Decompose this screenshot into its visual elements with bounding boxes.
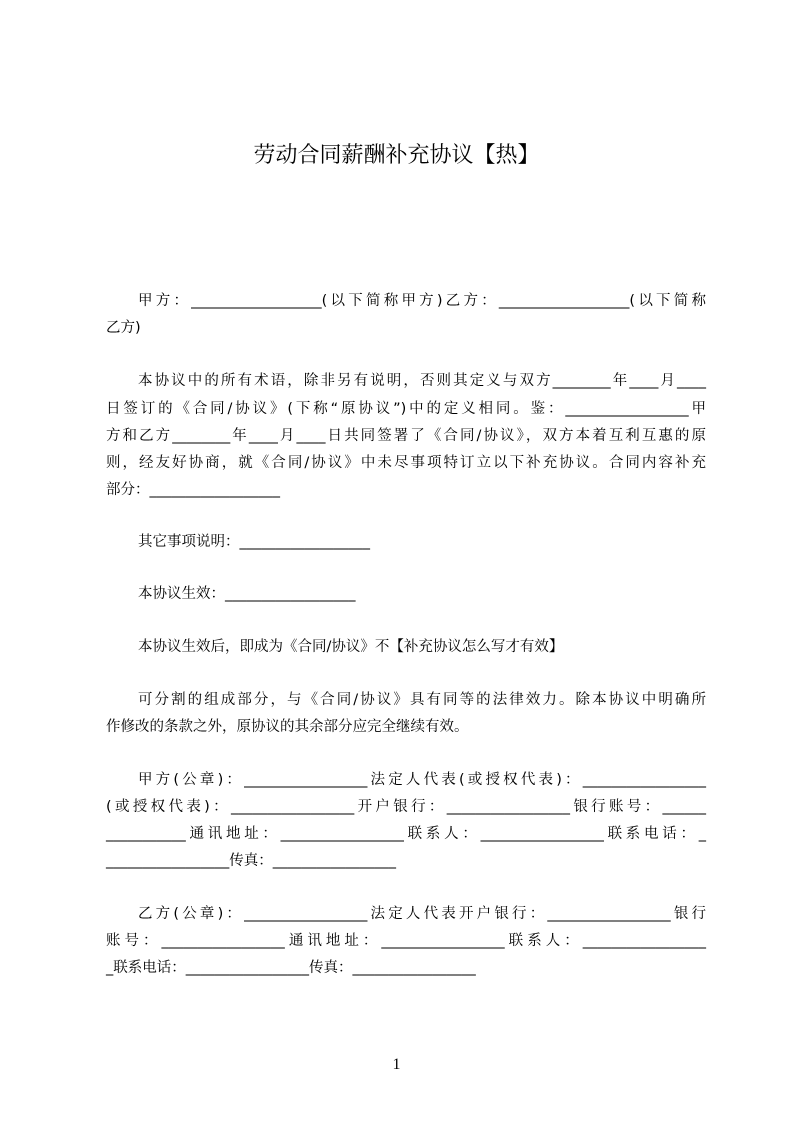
party-a-line-3: ___________通讯地址：_________________联系人：_________________联系电话：_ — [106, 826, 706, 842]
party-a-line-2: (或授权代表)：_________________开户银行：_________________银行账号：______ — [106, 799, 706, 815]
party-b-line-3: _联系电话：_________________传真：_________________ — [106, 960, 476, 976]
page-number: 1 — [392, 1056, 401, 1073]
page-title: 劳动合同薪酬补充协议【热】 — [253, 143, 540, 168]
terms-line-3: 方和乙方________年____月____日共同签署了《合同/协议》，双方本着互利互惠的原 — [106, 428, 706, 444]
legal-effect-line-2: 作修改的条款之外，原协议的其余部分应完全继续有效。 — [106, 719, 469, 735]
effective-line: 本协议生效：__________________ — [138, 586, 356, 602]
party-b-line-2: 账号：_________________通讯地址：_________________联系人：_________________ — [106, 933, 706, 949]
party-a-line-1: 甲方(公章)：_________________法定人代表(或授权代表)：_________________ — [138, 772, 706, 788]
legal-effect-line-1: 可分割的组成部分，与《合同/协议》具有同等的法律效力。除本协议中明确所 — [138, 692, 706, 708]
parties-line-1: 甲方：__________________(以下简称甲方)乙方：__________________(以下简称 — [138, 293, 706, 309]
terms-line-5: 部分：__________________ — [106, 482, 280, 498]
terms-line-1: 本协议中的所有术语，除非另有说明，否则其定义与双方________年____月____ — [138, 373, 706, 389]
terms-line-4: 则，经友好协商，就《合同/协议》中未尽事项特订立以下补充协议。合同内容补充 — [106, 455, 706, 471]
party-a-line-4: _________________传真：_________________ — [106, 853, 396, 869]
party-b-line-1: 乙方(公章)：_________________法定人代表开户银行：_________________银行 — [138, 906, 706, 922]
other-matters-line: 其它事项说明：__________________ — [138, 534, 370, 550]
terms-line-2: 日签订的《合同/协议》(下称“原协议”)中的定义相同。鉴：_________________甲 — [106, 401, 706, 417]
after-effective-line: 本协议生效后，即成为《合同/协议》不【补充协议怎么写才有效】 — [138, 639, 564, 655]
parties-line-2: 乙方) — [106, 320, 141, 336]
